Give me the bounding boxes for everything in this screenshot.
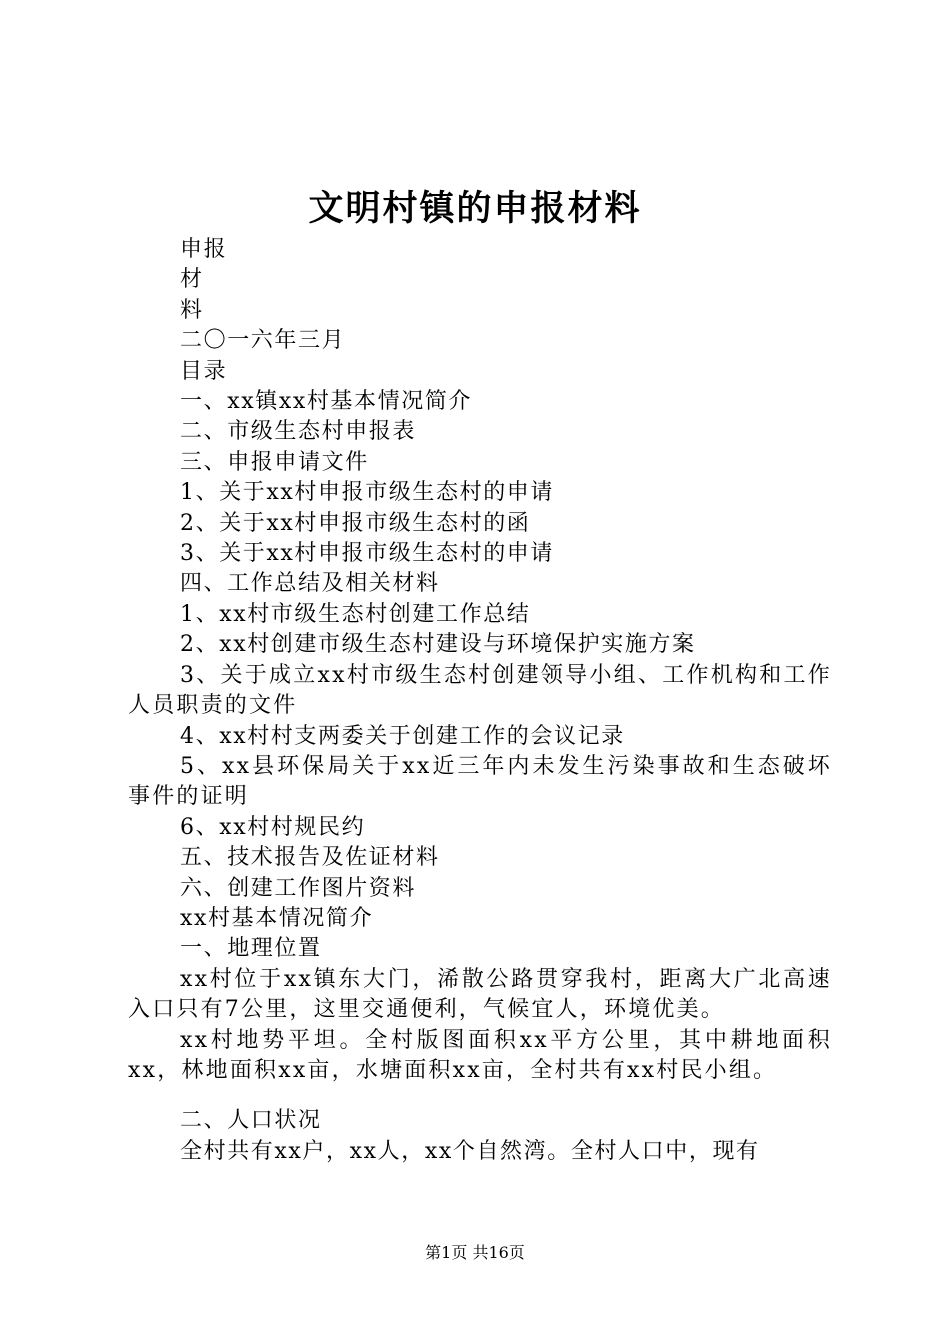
toc-item: 四、工作总结及相关材料 [180, 571, 440, 597]
toc-item: 2、xx村创建市级生态村建设与环境保护实施方案 [180, 632, 696, 658]
spacer [128, 1086, 832, 1106]
toc-item: 六、创建工作图片资料 [180, 875, 417, 901]
document-body [128, 235, 832, 1167]
paragraph: 申报 [180, 237, 228, 262]
toc-item: 5、xx县环保局关于xx近三年内未发生污染事故和生态破坏事件的证明 [128, 753, 832, 810]
date-line: 二〇一六年三月 [180, 328, 346, 354]
paragraph: xx村地势平坦。全村版图面积xx平方公里，其中耕地面积xx，林地面积xx亩，水塘面积xx亩，全村共有xx村民小组。 [128, 1027, 832, 1083]
toc-item: 二、市级生态村申报表 [180, 419, 417, 445]
toc-item: 1、xx村市级生态村创建工作总结 [180, 601, 531, 627]
paragraph: 材 [180, 267, 204, 293]
document-title: 文明村镇的申报材料 [308, 188, 642, 229]
toc-heading: 目录 [180, 358, 228, 384]
toc-item: 五、技术报告及佐证材料 [180, 845, 440, 871]
toc-item: 一、xx镇xx村基本情况简介 [180, 389, 473, 415]
toc-item: 3、关于成立xx村市级生态村创建领导小组、工作机构和工作人员职责的文件 [128, 662, 832, 719]
toc-item: 4、xx村村支两委关于创建工作的会议记录 [180, 723, 625, 749]
section-heading: 二、人口状况 [180, 1108, 322, 1134]
page-footer: 第1页 共16页 [425, 1243, 525, 1262]
toc-item: 3、关于xx村申报市级生态村的申请 [180, 541, 555, 567]
toc-item: 6、xx村村规民约 [180, 814, 366, 840]
toc-item: 1、关于xx村申报市级生态村的申请 [180, 480, 555, 506]
paragraph: xx村位于xx镇东大门，浠散公路贯穿我村，距离大广北高速入口只有7公里，这里交通便利，气候宜人，环境优美。 [128, 966, 832, 1023]
paragraph: 料 [180, 297, 204, 323]
toc-item: 三、申报申请文件 [180, 449, 369, 475]
section-title: xx村基本情况简介 [180, 905, 374, 931]
section-heading: 一、地理位置 [180, 936, 322, 962]
toc-item: 2、关于xx村申报市级生态村的函 [180, 510, 531, 536]
paragraph: 全村共有xx户，xx人，xx个自然湾。全村人口中，现有 [180, 1138, 760, 1164]
